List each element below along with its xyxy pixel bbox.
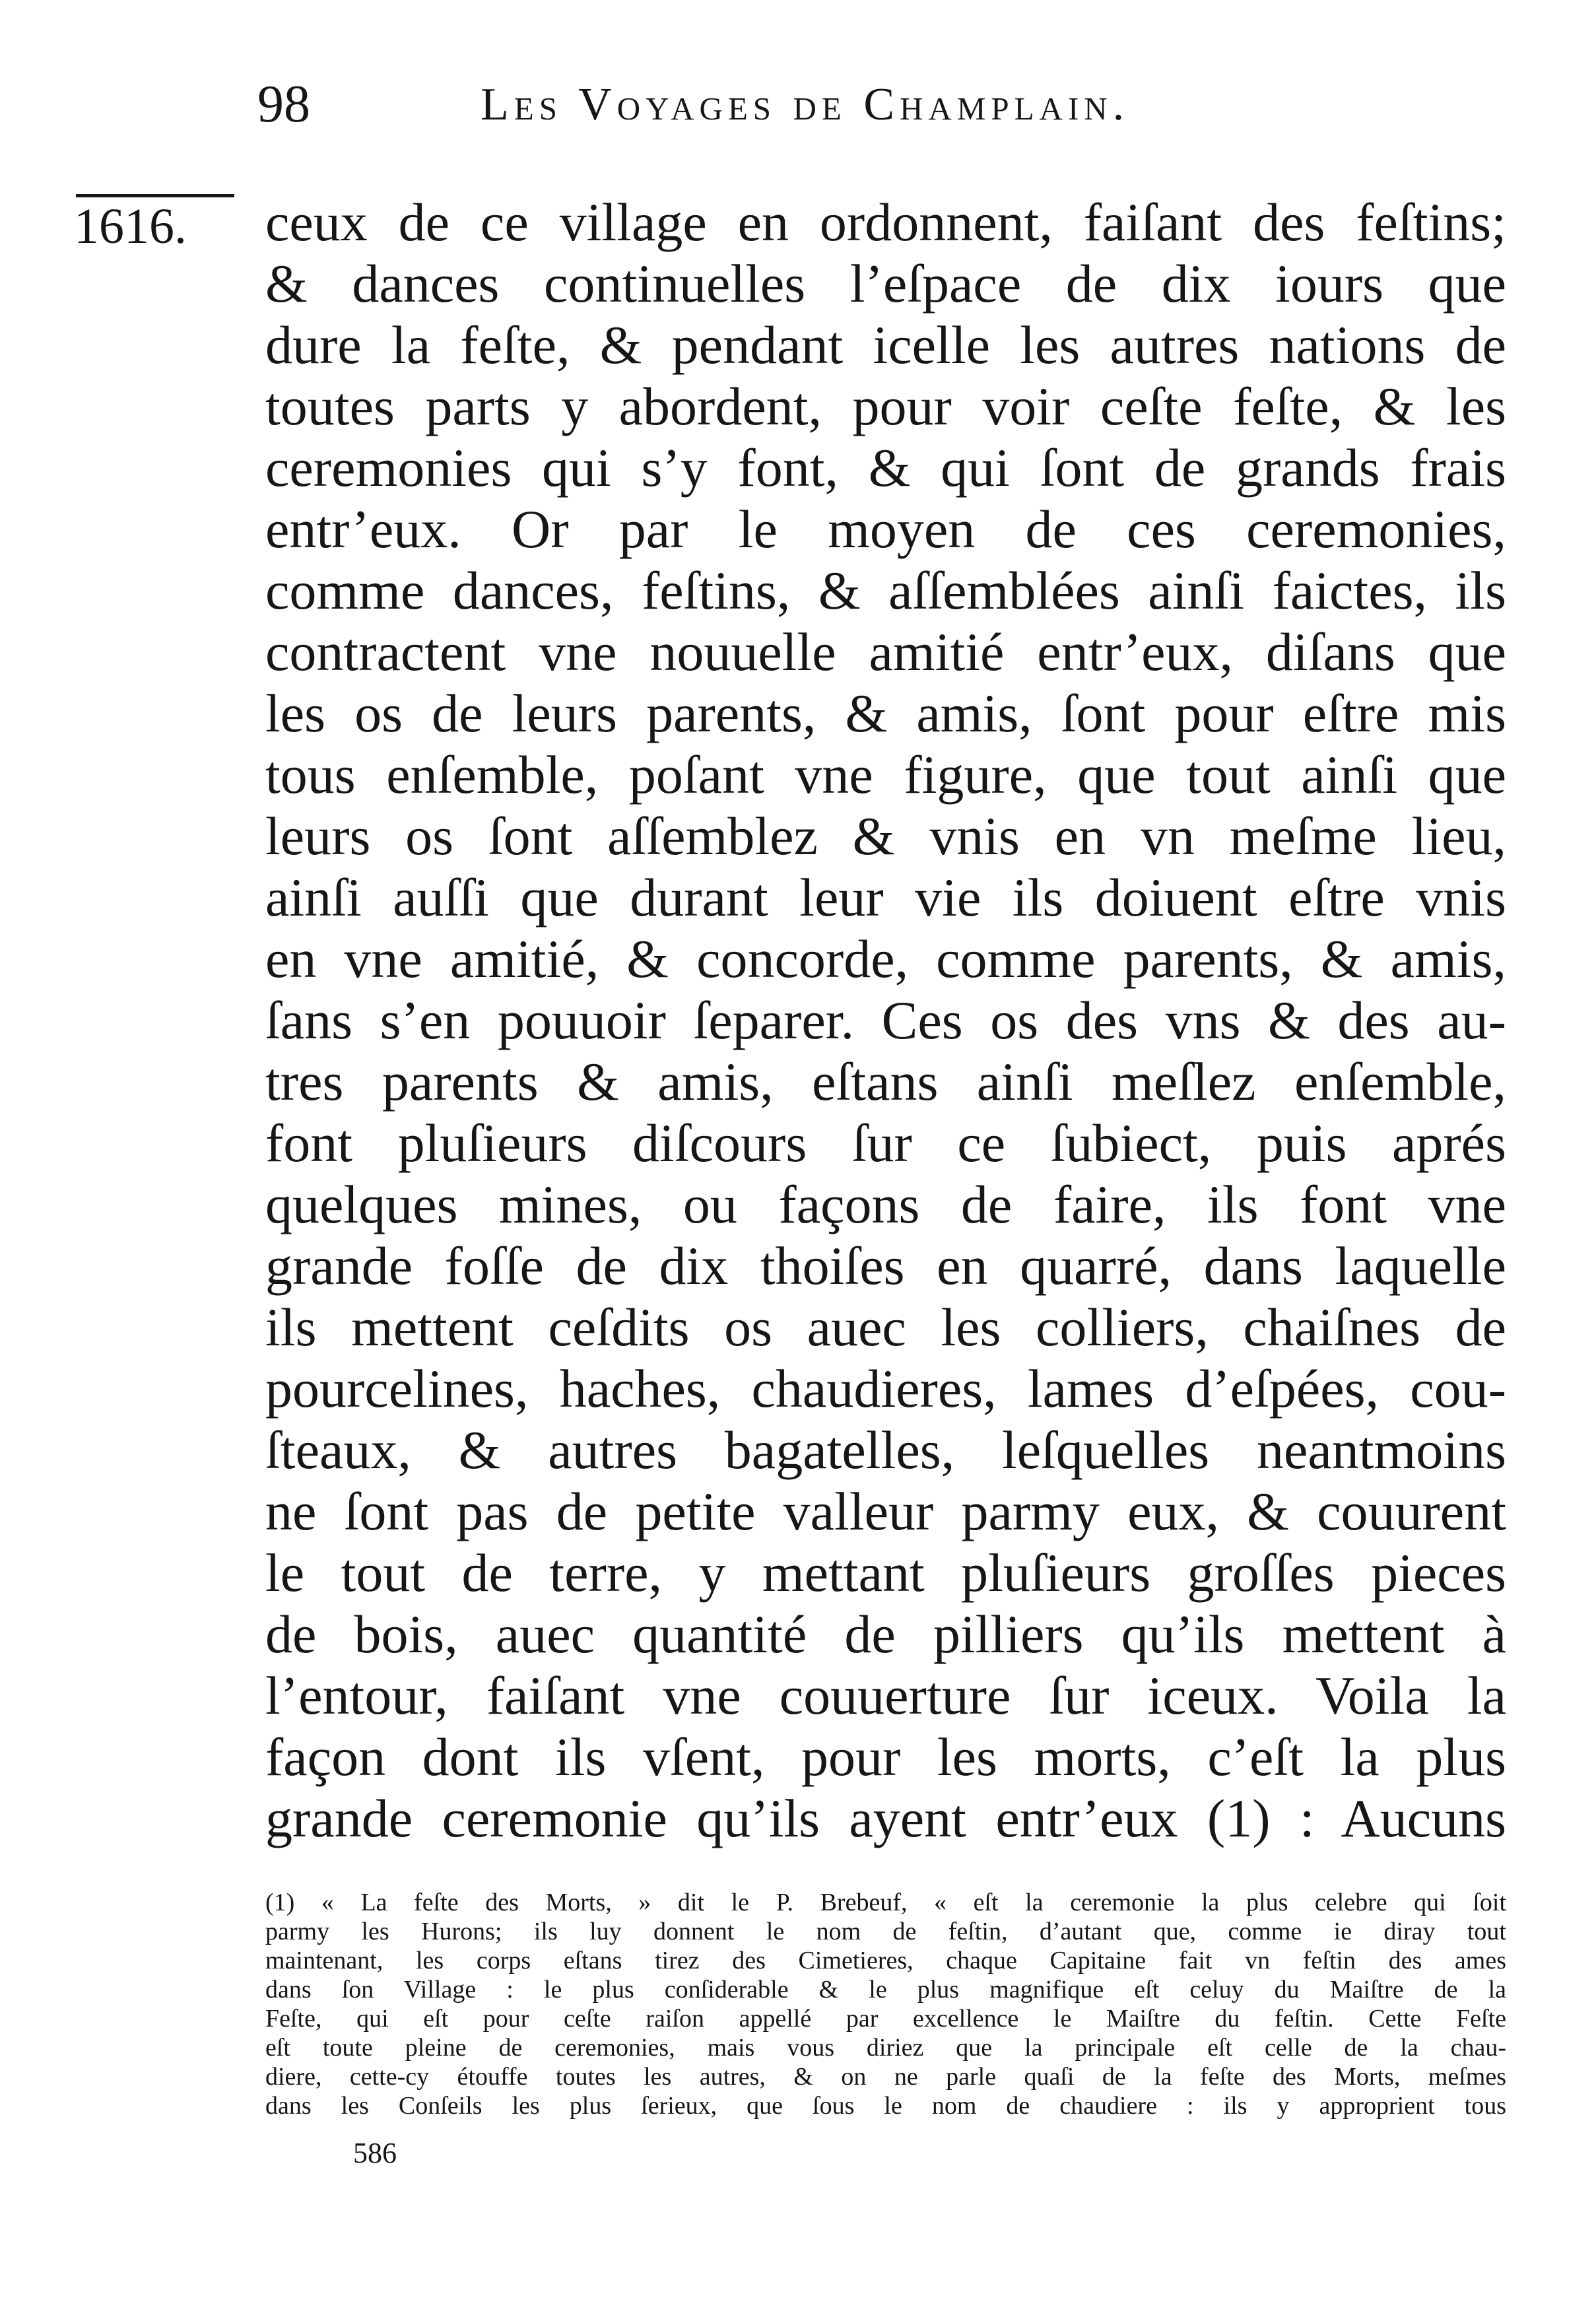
text-line: ſans s’en pouuoir ſeparer. Ces os des vns & des au-: [265, 990, 1506, 1050]
text-line: grande ceremonie qu’ils ayent entr’eux (1) : Aucuns: [265, 1788, 1506, 1848]
footnote-line: eſt toute pleine de ceremonies, mais vous diriez que la principale eſt celle de la chau-: [265, 2034, 1506, 2062]
text-line: entr’eux. Or par le moyen de ces ceremonies,: [265, 499, 1506, 559]
margin-year-rule: [76, 194, 234, 197]
text-line: l’entour, faiſant vne couuerture ſur iceux. Voila la: [265, 1665, 1506, 1726]
text-line: ceux de ce village en ordonnent, faiſant des feſtins;: [265, 192, 1506, 252]
text-line: tous enſemble, poſant vne figure, que tout ainſi que: [265, 745, 1506, 805]
text-line: quelques mines, ou façons de faire, ils font vne: [265, 1174, 1506, 1234]
footnote-line: maintenant, les corps eſtans tirez des Cimetieres, chaque Capitaine fait vn feſtin des ames: [265, 1947, 1506, 1974]
footnote-line: parmy les Hurons; ils luy donnent le nom de feſtin, d’autant que, comme ie diray tout: [265, 1918, 1506, 1945]
footnote-line: (1) « La feſte des Morts, » dit le P. Brebeuf, « eſt la ceremonie la plus celebre qui ſoit: [265, 1889, 1506, 1916]
text-line: & dances continuelles l’eſpace de dix iours que: [265, 253, 1506, 314]
page-number: 98: [257, 75, 310, 133]
text-line: leurs os ſont aſſemblez & vnis en vn meſme lieu,: [265, 806, 1506, 866]
body-text: [265, 191, 1506, 1849]
text-line: ne ſont pas de petite valleur parmy eux, & couurent: [265, 1481, 1506, 1541]
text-line: ſteaux, & autres bagatelles, leſquelles neantmoins: [265, 1420, 1506, 1480]
footnote-line: diere, cette-cy étouffe toutes les autres, & on ne parle quaſi de la feſte des Morts, meſmes: [265, 2063, 1506, 2091]
text-line: ils mettent ceſdits os auec les colliers, chaiſnes de: [265, 1297, 1506, 1357]
margin-year: 1616.: [74, 199, 187, 254]
text-line: comme dances, feſtins, & aſſemblées ainſi faictes, ils: [265, 560, 1506, 621]
footnote-line: Feſte, qui eſt pour ceſte raiſon appellé par excellence le Maiſtre du feſtin. Cette Feſte: [265, 2005, 1506, 2033]
footnote-line: dans les Conſeils les plus ſerieux, que ſous le nom de chaudiere : ils y approprient tous: [265, 2092, 1506, 2120]
text-line: de bois, auec quantité de pilliers qu’ils mettent à: [265, 1604, 1506, 1664]
text-line: font pluſieurs diſcours ſur ce ſubiect, puis aprés: [265, 1113, 1506, 1173]
text-line: les os de leurs parents, & amis, ſont pour eſtre mis: [265, 683, 1506, 743]
footnote-line: dans ſon Village : le plus conſiderable & le plus magnifique eſt celuy du Maiſtre de la: [265, 1976, 1506, 2003]
text-line: grande foſſe de dix thoiſes en quarré, dans laquelle: [265, 1236, 1506, 1296]
text-line: toutes parts y abordent, pour voir ceſte feſte, & les: [265, 376, 1506, 436]
running-title: Les Voyages de Champlain.: [481, 79, 1130, 130]
text-line: façon dont ils vſent, pour les morts, c’eſt la plus: [265, 1727, 1506, 1787]
text-line: ainſi auſſi que durant leur vie ils doiuent eſtre vnis: [265, 867, 1506, 927]
text-line: pourcelines, haches, chaudieres, lames d’eſpées, cou-: [265, 1359, 1506, 1419]
text-line: ceremonies qui s’y font, & qui ſont de grands frais: [265, 438, 1506, 498]
text-line: tres parents & amis, eſtans ainſi meſlez enſemble,: [265, 1052, 1506, 1112]
footnote: [265, 1888, 1506, 2120]
text-line: contractent vne nouuelle amitié entr’eux, diſans que: [265, 622, 1506, 682]
text-line: dure la feſte, & pendant icelle les autres nations de: [265, 315, 1506, 375]
text-line: le tout de terre, y mettant pluſieurs groſſes pieces: [265, 1543, 1506, 1603]
signature-mark: 586: [353, 2137, 397, 2169]
text-line: en vne amitié, & concorde, comme parents, & amis,: [265, 929, 1506, 989]
